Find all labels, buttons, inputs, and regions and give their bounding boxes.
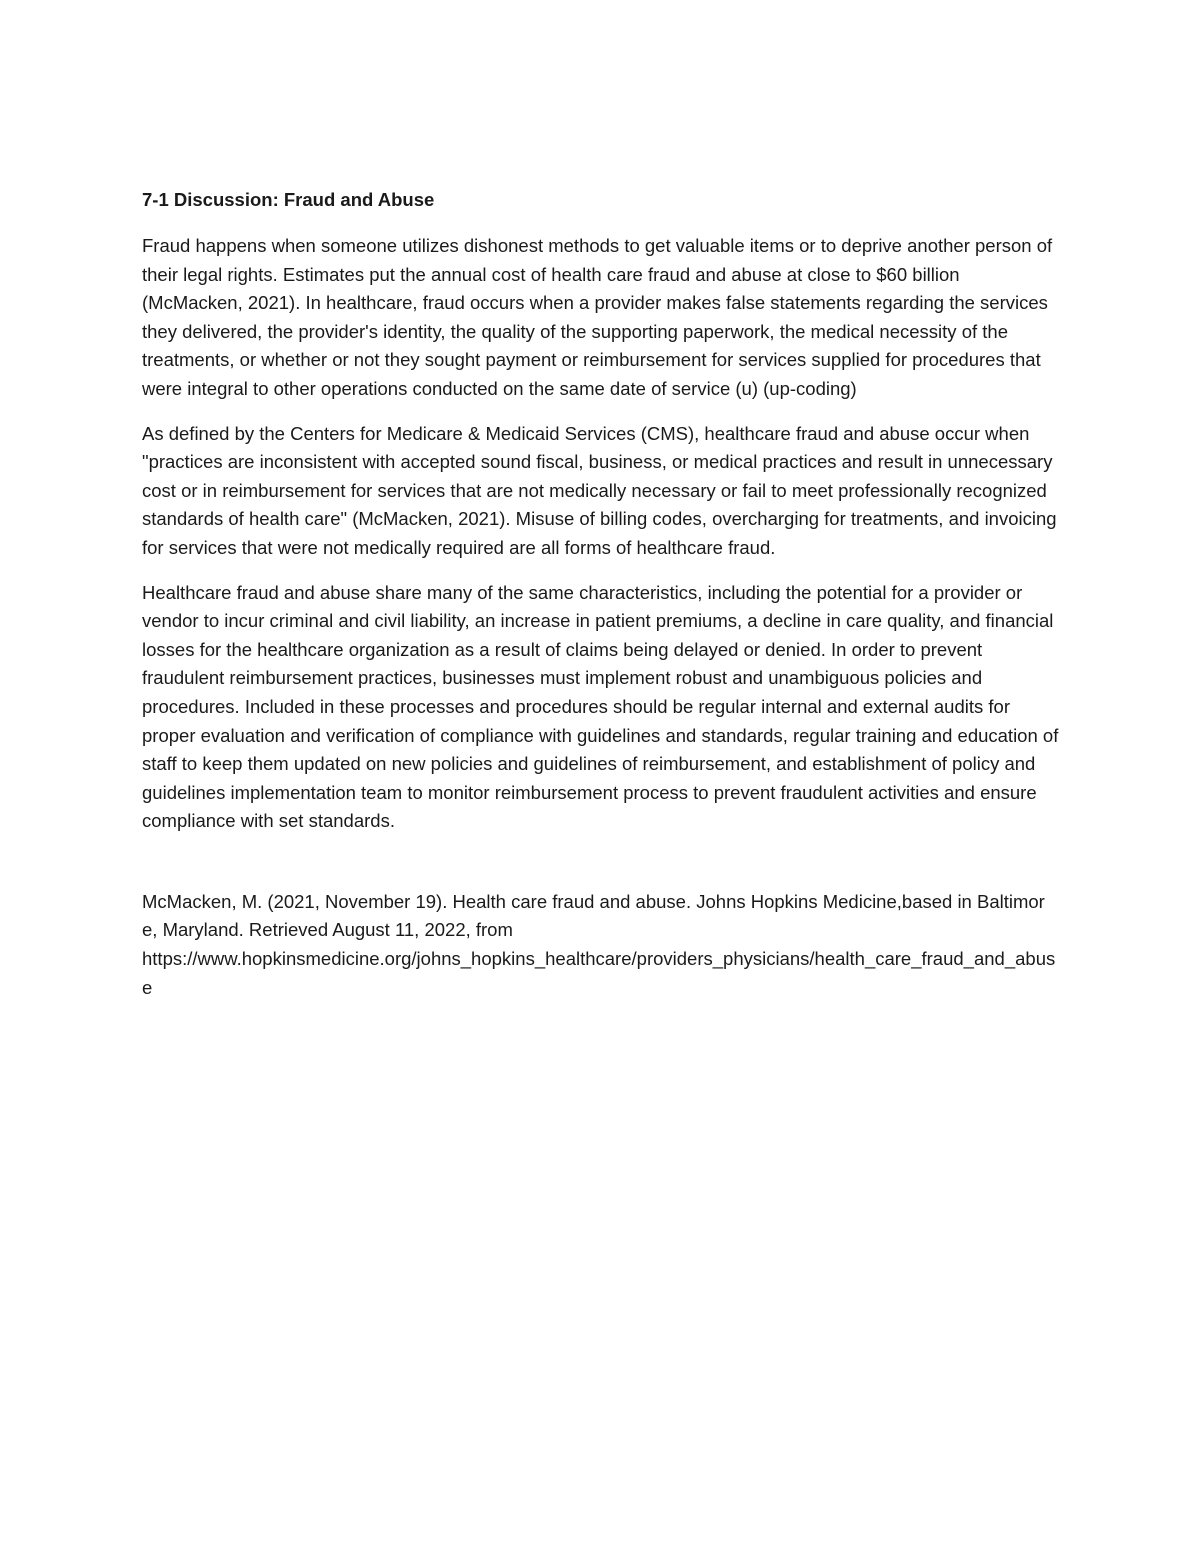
document-body [142, 186, 1060, 1002]
paragraph-characteristics-prevention: Healthcare fraud and abuse share many of the same characteristics, including the potential for a provider or vendor to incur criminal and civil liability, an increase in patient premiums, a decline in care quality, and financial losses for the healthcare organization as a result of claims being delayed or denied. In order to prevent fraudulent reimbursement practices, businesses must implement robust and unambiguous policies and procedures. Included in these processes and procedures should be regular internal and external audits for proper evaluation and verification of compliance with guidelines and standards, regular training and education of staff to keep them updated on new policies and guidelines of reimbursement, and establishment of policy and guidelines implementation team to monitor reimbursement process to prevent fraudulent activities and ensure compliance with set standards. [142, 581, 1059, 832]
paragraph-cms-definition: As defined by the Centers for Medicare & Medicaid Services (CMS), healthcare fraud and abuse occur when "practices are inconsistent with accepted sound fiscal, business, or medical practices and result in unnecessary cost or in reimbursement for services that are not medically necessary or fail to meet professionally recognized standards of health care" (McMacken, 2021). Misuse of billing codes, overcharging for treatments, and invoicing for services that were not medically required are all forms of healthcare fraud. [142, 422, 1057, 558]
paragraph-fraud-definition: Fraud happens when someone utilizes dishonest methods to get valuable items or to deprive another person of their legal rights. Estimates put the annual cost of health care fraud and abuse at close to $60 billion (McMacken, 2021). In healthcare, fraud occurs when a provider makes false statements regarding the services they delivered, the provider's identity, the quality of the supporting paperwork, the medical necessity of the treatments, or whether or not they sought payment or reimbursement for services supplied for procedures that were integral to other operations conducted on the same date of service (u) (up-coding) [142, 235, 1053, 399]
reference-entry [142, 888, 1060, 1002]
document-title: 7-1 Discussion: Fraud and Abuse [142, 189, 435, 210]
reference-citation: McMacken, M. (2021, November 19). Health care fraud and abuse. Johns Hopkins Medicine,based in Baltimore, Maryland. Retrieved August 11, 2022, from [142, 890, 1045, 941]
reference-url: https://www.hopkinsmedicine.org/johns_hopkins_healthcare/providers_physicians/health_care_fraud_and_abuse [142, 948, 1056, 998]
